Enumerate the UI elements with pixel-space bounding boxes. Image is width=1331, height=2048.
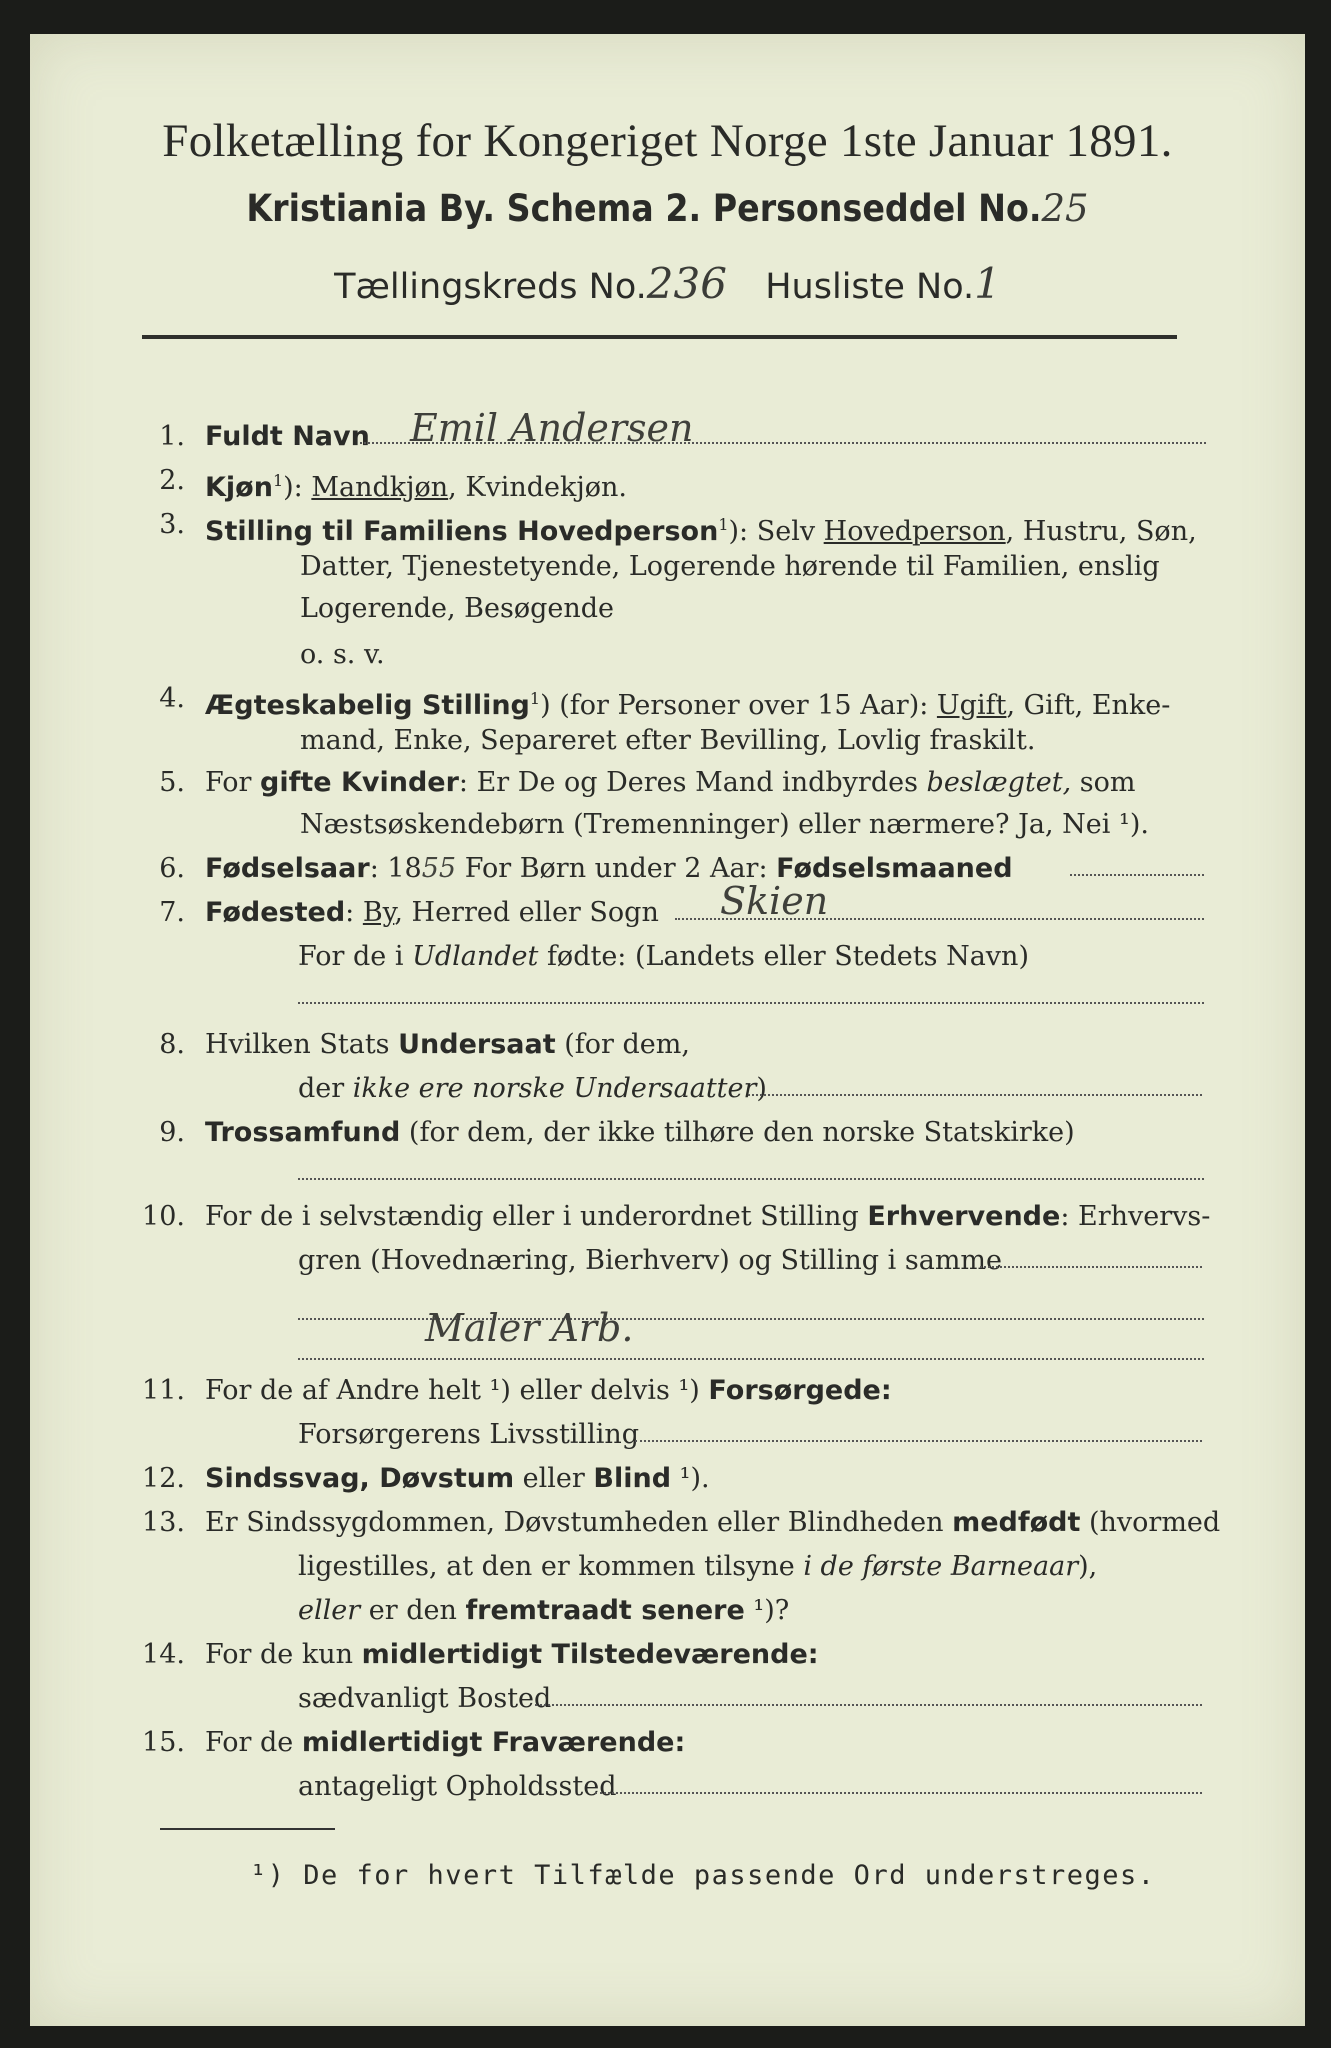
answer-birthplace: Skien [720, 879, 829, 923]
question-label: fremtraadt senere [465, 1595, 745, 1626]
question-3-line2: Datter, Tjenestetyende, Logerende hørende til Familien, enslig [300, 551, 1160, 582]
question-text [205, 1196, 1210, 1238]
question-label: Stilling til Familiens Hovedperson [205, 516, 719, 547]
question-label: midlertidigt Tilstedeværende: [361, 1639, 819, 1670]
text: ): [283, 472, 312, 503]
question-13-line2 [298, 1546, 1097, 1588]
question-label: Sindssvag, Døvstum [205, 1463, 515, 1494]
question-label: Undersaat [398, 1029, 556, 1060]
text: For de af Andre helt ¹) eller delvis ¹) [205, 1375, 709, 1406]
text: er den [360, 1595, 466, 1626]
question-number: 14. [142, 1639, 185, 1670]
answer-line [298, 1178, 1204, 1180]
text: : Er De og Deres Mand indbyrdes [458, 767, 927, 798]
text: ¹). [671, 1463, 710, 1494]
question-number: 6. [159, 853, 185, 884]
footnote-divider [160, 1828, 335, 1830]
husliste-number: 1 [974, 259, 1001, 308]
question-8-line2 [298, 1068, 767, 1110]
emphasis: i de første Barneaar [803, 1551, 1079, 1582]
form-subtitle [30, 187, 1305, 230]
answer-line [980, 1266, 1202, 1268]
question-number: 5. [159, 767, 185, 798]
question-7-line2 [298, 936, 1029, 978]
selected-option: By [362, 897, 395, 928]
question-15-line2: antageligt Opholdssted [298, 1771, 617, 1802]
question-number: 4. [159, 683, 185, 714]
question-text [205, 1024, 690, 1066]
text: ) (for Personer over 15 Aar): [540, 690, 937, 721]
answer-line [748, 1094, 1202, 1096]
text: , Gift, Enke- [1006, 690, 1171, 721]
question-text [205, 848, 1013, 890]
question-label: Forsørgede: [708, 1375, 892, 1406]
question-13-line3 [298, 1590, 789, 1632]
question-label: Fuldt Navn [205, 421, 370, 452]
question-3-line3: Logerende, Besøgende [300, 593, 614, 624]
question-5-line2: Næstsøskendebørn (Tremenninger) eller nærmere? Ja, Nei ¹). [300, 809, 1149, 840]
answer-line [1070, 874, 1204, 876]
question-4-line2: mand, Enke, Separeret efter Bevilling, Lovlig fraskilt. [300, 725, 1036, 756]
footnote-ref: 1 [272, 471, 284, 490]
question-text [205, 460, 627, 509]
question-11-line2: Forsørgerens Livsstilling [298, 1419, 640, 1450]
header-divider [142, 335, 1177, 339]
question-number: 2. [159, 465, 185, 496]
question-number: 10. [142, 1201, 185, 1232]
question-number: 12. [142, 1463, 185, 1494]
question-number: 3. [159, 509, 185, 540]
text: For [205, 767, 261, 798]
text: (for dem, der ikke tilhøre den norske Statskirke) [400, 1117, 1075, 1148]
text: (hvormed [1080, 1507, 1221, 1538]
text: For de i [298, 941, 413, 972]
emphasis: Udlandet [412, 941, 539, 972]
selected-option: Mandkjøn [311, 472, 449, 503]
question-number: 13. [142, 1507, 185, 1538]
answer-occupation: Maler Arb. [425, 1306, 634, 1350]
answer-line [535, 1704, 1202, 1706]
taellingskreds-label: Tællingskreds No. [334, 267, 647, 307]
answer-line [595, 1792, 1202, 1794]
text: ), [1078, 1551, 1098, 1582]
question-text [205, 1112, 1075, 1154]
footnote: ¹) De for hvert Tilfælde passende Ord understreges. [250, 1860, 1156, 1891]
husliste-label: Husliste No. [765, 267, 975, 307]
answer-line [360, 442, 1206, 444]
selected-option: Ugift [936, 690, 1007, 721]
answer-line [675, 918, 1204, 920]
text: ligestilles, at den er kommen tilsyne [298, 1551, 804, 1582]
question-label: Fødselsmaaned [776, 853, 1013, 884]
question-label: gifte Kvinder [260, 767, 459, 798]
text: ): Selv [728, 516, 824, 547]
footnote-ref: 1 [529, 689, 541, 708]
question-3-line4: o. s. v. [300, 639, 385, 670]
answer-full-name: Emil Andersen [410, 406, 694, 450]
text: (for dem, [555, 1029, 690, 1060]
schema-label: Kristiania By. Schema 2. Personseddel No. [246, 187, 1042, 230]
text: For de [205, 1727, 302, 1758]
text: eller [514, 1463, 594, 1494]
question-label: Blind [593, 1463, 672, 1494]
question-text [205, 1722, 685, 1764]
question-14-line2: sædvanligt Bosted [298, 1683, 552, 1714]
question-number: 7. [159, 897, 185, 928]
text: For Børn under 2 Aar: [456, 853, 777, 884]
question-text [205, 1458, 710, 1500]
emphasis: ikke ere norske Undersaatter [352, 1073, 757, 1104]
text: : [345, 897, 363, 928]
question-text [205, 1370, 892, 1412]
text: ) [756, 1073, 767, 1104]
question-label: Fødested [205, 897, 346, 928]
question-number: 9. [159, 1117, 185, 1148]
question-number: 11. [142, 1375, 185, 1406]
question-text [205, 892, 659, 934]
answer-line [635, 1440, 1202, 1442]
question-label: Erhvervende [867, 1201, 1061, 1232]
footnote-ref: 1 [718, 515, 729, 534]
question-label: Fødselsaar [205, 853, 370, 884]
emphasis: eller [298, 1595, 361, 1626]
question-label: Trossamfund [205, 1117, 401, 1148]
selected-option: Hovedperson [823, 516, 1006, 547]
question-text [205, 762, 1136, 804]
text: som [1071, 767, 1136, 798]
question-number: 8. [159, 1029, 185, 1060]
text: For de i selvstændig eller i underordnet Stilling [205, 1201, 868, 1232]
text: fødte: (Landets eller Stedets Navn) [538, 941, 1029, 972]
question-label: Kjøn [205, 472, 273, 503]
text: ¹)? [744, 1595, 790, 1626]
district-line [30, 259, 1305, 308]
question-label: midlertidigt Fraværende: [301, 1727, 686, 1758]
personseddel-number: 25 [1041, 187, 1089, 230]
answer-birth-year: 55 [421, 853, 457, 884]
question-text [205, 1634, 819, 1676]
question-number: 15. [142, 1727, 185, 1758]
question-number: 1. [159, 421, 185, 452]
census-form-sheet [30, 34, 1305, 2026]
text: Hvilken Stats [205, 1029, 399, 1060]
question-label: medfødt [952, 1507, 1081, 1538]
emphasis: beslægtet, [926, 767, 1072, 798]
text: , Herred eller Sogn [394, 897, 659, 928]
text: , Hustru, Søn, [1005, 516, 1197, 547]
text: : 18 [369, 853, 422, 884]
question-10-line2: gren (Hovednæring, Bierhverv) og Stilling i samme [298, 1245, 1003, 1276]
answer-line [298, 1002, 1204, 1004]
question-label: Ægteskabelig Stilling [205, 690, 530, 721]
taellingskreds-number: 236 [646, 259, 727, 308]
text: , Kvindekjøn. [448, 472, 627, 503]
text: der [298, 1073, 353, 1104]
form-title: Folketælling for Kongeriget Norge 1ste Januar 1891. [162, 115, 1173, 167]
text: For de kun [205, 1639, 362, 1670]
text: : Erhvervs- [1060, 1201, 1211, 1232]
text: Er Sindssygdommen, Døvstumheden eller Blindheden [205, 1507, 953, 1538]
question-text [205, 1502, 1220, 1544]
answer-line [298, 1358, 1204, 1360]
